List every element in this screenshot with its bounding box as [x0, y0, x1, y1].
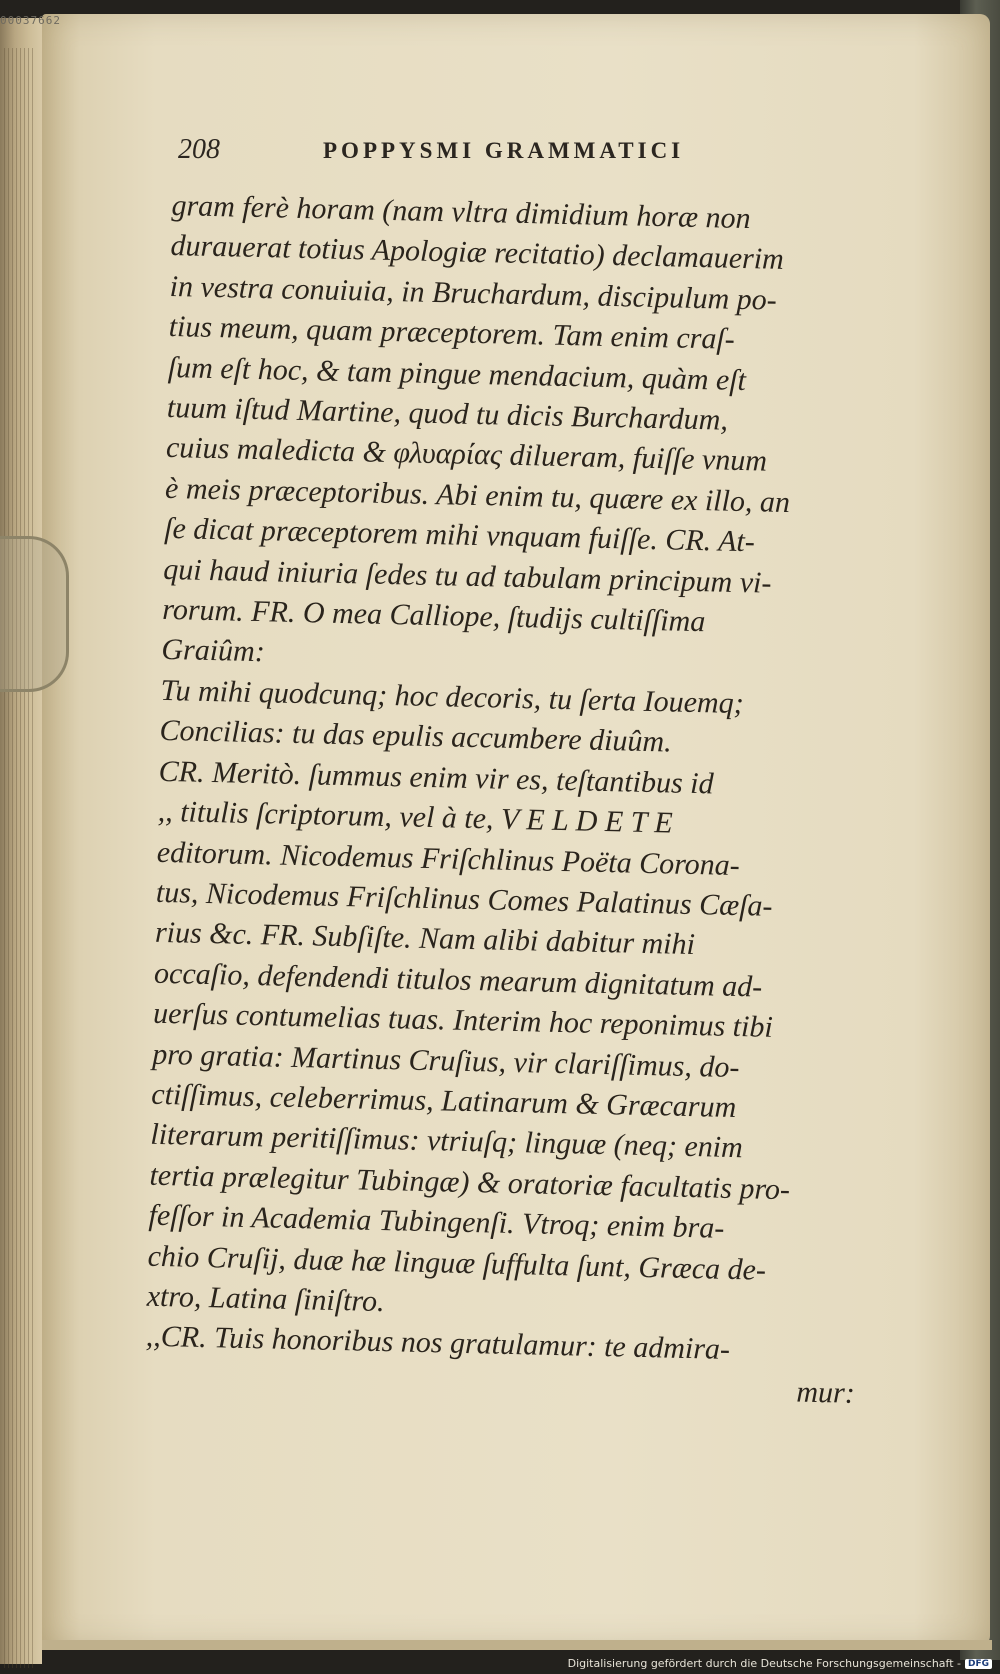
- text-line: qui haud iniuria ſedes tu ad tabulam principum vi-: [162, 552, 772, 600]
- running-title: POPPYSMI GRAMMATICI: [323, 138, 685, 163]
- text-line: uerſus contumelias tuas. Interim hoc reponimus tibi: [152, 996, 774, 1044]
- book-clasp: [0, 536, 69, 692]
- verse-line: Concilias: tu das epulis accumbere diuûm.: [159, 714, 673, 759]
- text-line: rius &c. FR. Subſiſte. Nam alibi dabitur mihi: [154, 916, 696, 962]
- text-line: pro gratia: Martinus Cruſius, vir clariſſimus, do-: [151, 1037, 740, 1084]
- digitization-credit: [568, 1657, 992, 1670]
- body-text: [144, 186, 891, 1414]
- text-line: editorum. Nicodemus Friſchlinus Poëta Corona-: [156, 835, 741, 882]
- text-line: tius meum, quam præceptorem. Tam enim craſ-: [168, 310, 736, 357]
- text-line: tertia prælegitur Tubingæ) & oratoriæ facultatis pro-: [149, 1158, 791, 1207]
- text-line: ,, titulis ſcriptorum, vel à te, V E L D E T E: [157, 794, 674, 840]
- book-page-edges: [0, 18, 42, 1664]
- text-line: gram ferè horam (nam vltra dimidium horæ non: [171, 188, 751, 236]
- text-line: chio Cruſij, duæ hæ linguæ ſuffulta ſunt, Græca de-: [147, 1239, 767, 1287]
- text-line: Graiûm:: [161, 633, 266, 669]
- page-header: [178, 134, 938, 178]
- scan-id: 00037662: [0, 14, 61, 27]
- text-line: durauerat totius Apologiæ recitatio) declamauerim: [170, 229, 785, 277]
- text-line: ctiſſimus, celeberrimus, Latinarum & Græcarum: [151, 1077, 737, 1124]
- page-edge-texture: [4, 48, 34, 1668]
- text-line: ſe dicat præceptorem mihi vnquam fuiſſe. CR. At-: [163, 512, 756, 559]
- text-line: rorum. FR. O mea Calliope, ſtudijs cultiſſima: [162, 592, 706, 639]
- page-bottom-edge: [42, 1640, 992, 1650]
- page-number: 208: [178, 134, 220, 165]
- text-line: ſum eſt hoc, & tam pingue mendacium, quàm eſt: [167, 350, 747, 397]
- text-line: xtro, Latina ſiniſtro.: [146, 1279, 385, 1319]
- text-line: tus, Nicodemus Friſchlinus Comes Palatinus Cæſa-: [155, 875, 773, 923]
- text-line: feſſor in Academia Tubingenſi. Vtroq; enim bra-: [148, 1198, 725, 1245]
- verse-line: Tu mihi quodcunq; hoc decoris, tu ſerta Iouemq;: [160, 673, 745, 720]
- dfg-logo: DFG: [965, 1659, 992, 1669]
- text-line: è meis præceptoribus. Abi enim tu, quære ex illo, an: [164, 471, 791, 519]
- text-line: literarum peritiſſimus: vtriuſq; linguæ (neq; enim: [150, 1118, 744, 1165]
- catchword: mur:: [796, 1375, 856, 1410]
- text-line: in vestra conuiuia, in Bruchardum, discipulum po-: [169, 269, 778, 317]
- credit-text: Digitalisierung gefördert durch die Deutsche Forschungsgemeinschaft -: [567, 1657, 961, 1670]
- text-line: CR. Meritò. ſummus enim vir es, teſtantibus id: [158, 754, 714, 801]
- text-line: ,,CR. Tuis honoribus nos gratulamur: te admira-: [145, 1320, 731, 1367]
- text-line: occaſio, defendendi titulos mearum dignitatum ad-: [153, 956, 763, 1004]
- text-line: tuum iſtud Martine, quod tu dicis Burchardum,: [166, 390, 729, 437]
- text-line: cuius maledicta & φλυαρίας dilueram, fuiſſe vnum: [165, 431, 768, 479]
